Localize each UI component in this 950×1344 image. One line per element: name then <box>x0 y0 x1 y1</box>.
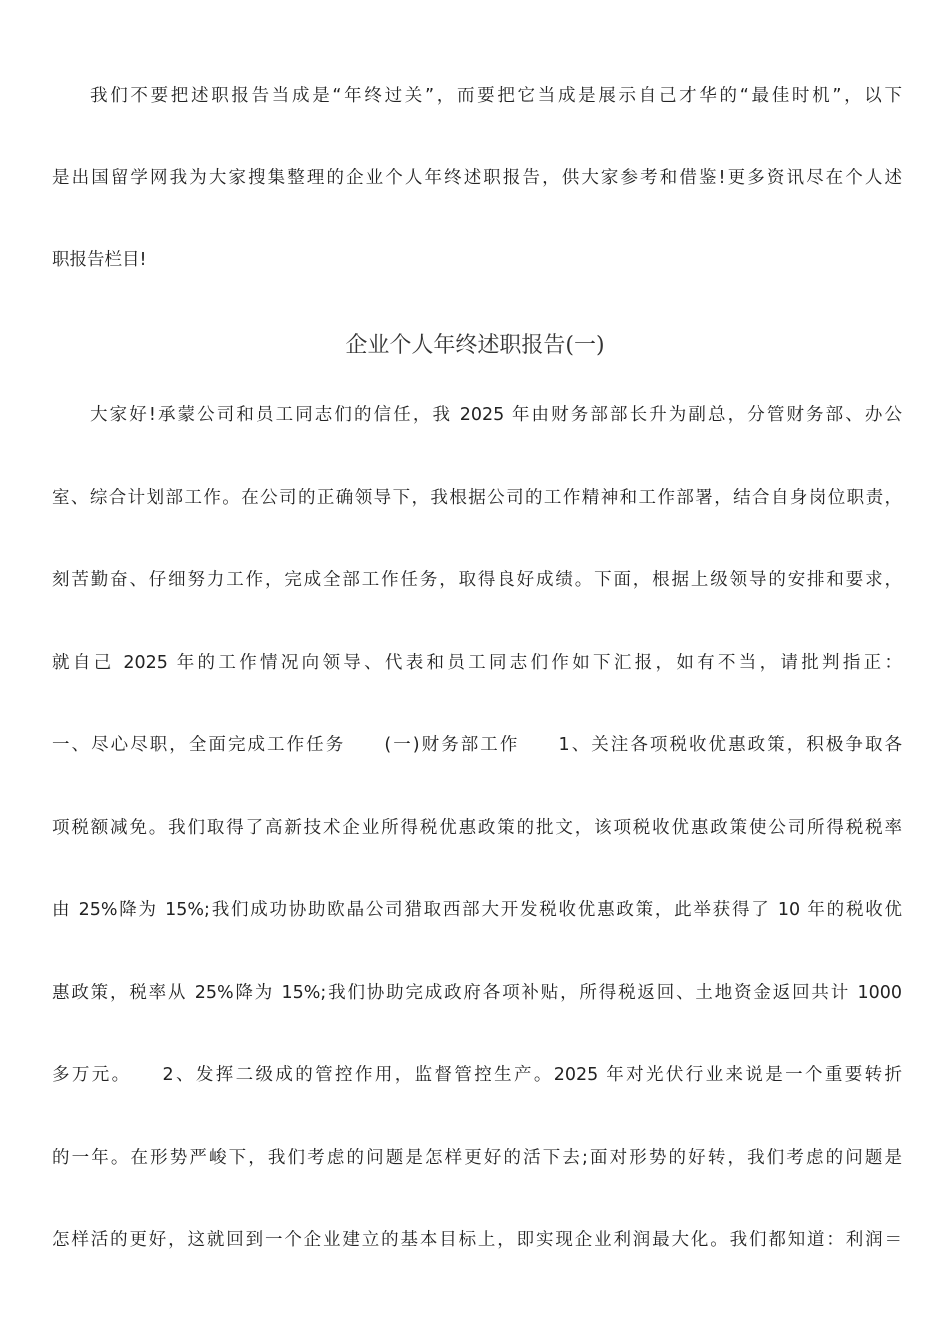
section-title: 企业个人年终述职报告(一) <box>345 333 605 358</box>
intro-line-1: 我们不要把述职报告当成是“年终过关”，而要把它当成是展示自己才华的“最佳时机”，以下 <box>90 86 902 106</box>
body-line-7: 由 25%降为 15%;我们成功协助欧晶公司猎取西部大开发税收优惠政策，此举获得了 10 年的税收优 <box>52 900 902 920</box>
body-line-1: 大家好!承蒙公司和员工同志们的信任，我 2025 年由财务部部长升为副总，分管财务部、办公 <box>90 405 902 425</box>
body-line-11: 怎样活的更好，这就回到一个企业建立的基本目标上，即实现企业利润最大化。我们都知道：利润＝ <box>52 1230 902 1250</box>
body-line-4: 就自己 2025 年的工作情况向领导、代表和员工同志们作如下汇报，如有不当，请批判指正： <box>52 653 902 673</box>
body-line-6: 项税额减免。我们取得了高新技术企业所得税优惠政策的批文，该项税收优惠政策使公司所得税税率 <box>52 818 902 838</box>
body-line-3: 刻苦勤奋、仔细努力工作，完成全部工作任务，取得良好成绩。下面，根据上级领导的安排和要求， <box>52 570 902 590</box>
intro-line-2: 是出国留学网我为大家搜集整理的企业个人年终述职报告，供大家参考和借鉴!更多资讯尽在个人述 <box>52 168 902 188</box>
body-line-9: 多万元。 2、发挥二级成的管控作用，监督管控生产。2025 年对光伏行业来说是一个重要转折 <box>52 1065 902 1085</box>
intro-line-3: 职报告栏目! <box>52 250 147 270</box>
body-line-5: 一、尽心尽职，全面完成工作任务 (一)财务部工作 1、关注各项税收优惠政策，积极争取各 <box>52 735 902 755</box>
body-line-2: 室、综合计划部工作。在公司的正确领导下，我根据公司的工作精神和工作部署，结合自身岗位职责， <box>52 488 902 508</box>
body-line-10: 的一年。在形势严峻下，我们考虑的问题是怎样更好的活下去;面对形势的好转，我们考虑的问题是 <box>52 1148 902 1168</box>
body-line-8: 惠政策，税率从 25%降为 15%;我们协助完成政府各项补贴，所得税返回、土地资金返回共计 1000 <box>52 983 902 1003</box>
